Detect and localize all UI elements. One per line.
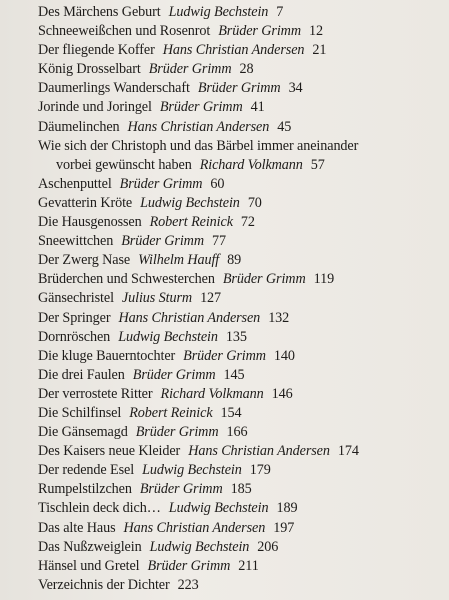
- toc-page-number: 41: [250, 99, 265, 116]
- toc-author: Brüder Grimm: [119, 175, 203, 192]
- toc-title: Das alte Haus: [38, 519, 116, 536]
- toc-entry: [38, 213, 443, 232]
- toc-title: Wie sich der Christoph und das Bärbel immer aneinander: [38, 137, 359, 154]
- toc-entry: [38, 366, 443, 385]
- toc-page-number: 34: [288, 80, 303, 97]
- toc-page-number: 89: [227, 252, 242, 269]
- toc-entry: [38, 557, 443, 576]
- toc-title: Daumerlings Wanderschaft: [38, 80, 190, 97]
- toc-page-number: 28: [239, 61, 254, 78]
- toc-page-number: 166: [226, 424, 248, 441]
- toc-author: Hans Christian Andersen: [162, 42, 305, 59]
- toc-author: Hans Christian Andersen: [118, 309, 261, 326]
- toc-entry: [38, 79, 443, 98]
- toc-entry: [38, 41, 443, 60]
- toc-entry: [38, 232, 443, 251]
- toc-author: Hans Christian Andersen: [127, 118, 270, 135]
- toc-page-number: 45: [277, 118, 292, 135]
- toc-page-number: 174: [337, 443, 359, 460]
- toc-title: Dornröschen: [38, 328, 111, 345]
- toc-author: Ludwig Bechstein: [168, 4, 269, 20]
- table-of-contents: [38, 3, 443, 595]
- toc-page-number: 223: [177, 576, 199, 593]
- toc-title: Das Nußzweiglein: [38, 538, 142, 555]
- toc-entry: [38, 385, 443, 404]
- toc-title: Hänsel und Gretel: [38, 557, 140, 574]
- toc-author: Brüder Grimm: [132, 366, 216, 383]
- toc-author: Brüder Grimm: [159, 99, 243, 116]
- toc-title: König Drosselbart: [38, 61, 141, 78]
- toc-entry: [38, 270, 443, 289]
- toc-entry: [38, 347, 443, 366]
- toc-author: Brüder Grimm: [135, 424, 219, 441]
- toc-page-number: 197: [273, 519, 295, 536]
- toc-title: Die Hausgenossen: [38, 214, 142, 231]
- toc-author: Brüder Grimm: [148, 61, 232, 78]
- toc-page-number: 145: [223, 366, 245, 383]
- toc-title: Schneeweißchen und Rosenrot: [38, 23, 211, 40]
- toc-page-number: 7: [276, 4, 284, 20]
- toc-page-number: 57: [310, 156, 325, 173]
- toc-author: Brüder Grimm: [197, 80, 281, 97]
- toc-title: Jorinde und Joringel: [38, 99, 152, 116]
- toc-entry: [38, 499, 443, 518]
- toc-title: Die Gänsemagd: [38, 424, 128, 441]
- toc-title: Die kluge Bauerntochter: [38, 347, 176, 364]
- toc-page-number: 146: [271, 385, 293, 402]
- toc-title: Des Märchens Geburt: [38, 4, 161, 20]
- toc-title: Gevatterin Kröte: [38, 194, 133, 211]
- toc-author: Ludwig Bechstein: [142, 462, 242, 479]
- toc-title: Des Kaisers neue Kleider: [38, 443, 181, 460]
- toc-entry: [38, 576, 443, 595]
- toc-entry: [38, 251, 443, 270]
- toc-entry: [38, 423, 443, 442]
- toc-title: Die Schilfinsel: [38, 404, 122, 421]
- toc-author: Brüder Grimm: [139, 481, 223, 498]
- toc-entry: [38, 60, 443, 79]
- toc-page-number: 154: [220, 404, 242, 421]
- toc-page-number: 12: [308, 23, 323, 40]
- toc-author: Richard Volkmann: [160, 385, 264, 402]
- toc-page-number: 135: [225, 328, 247, 345]
- toc-author: Hans Christian Andersen: [188, 443, 330, 460]
- toc-author: Ludwig Bechstein: [168, 500, 269, 517]
- toc-author: Brüder Grimm: [222, 271, 306, 288]
- toc-entry: [38, 175, 443, 194]
- toc-entry: [38, 461, 443, 480]
- toc-page-number: 72: [240, 214, 255, 231]
- toc-author: Julius Sturm: [121, 290, 193, 307]
- toc-title: Gänsechristel: [38, 290, 114, 307]
- toc-entry: [38, 404, 443, 423]
- toc-page-number: 60: [210, 175, 225, 192]
- toc-entry: [38, 22, 443, 41]
- toc-page-number: 206: [257, 538, 279, 555]
- toc-entry: [38, 194, 443, 213]
- toc-page-number: 132: [268, 309, 290, 326]
- toc-title: Der Zwerg Nase: [38, 252, 131, 269]
- toc-page-number: 77: [211, 233, 226, 250]
- toc-author: Ludwig Bechstein: [149, 538, 250, 555]
- toc-entry: [38, 98, 443, 117]
- toc-page-number: 211: [238, 557, 259, 574]
- toc-author: Ludwig Bechstein: [118, 328, 218, 345]
- toc-title: Der fliegende Koffer: [38, 42, 155, 59]
- toc-entry: [38, 309, 443, 328]
- toc-title: Verzeichnis der Dichter: [38, 576, 170, 593]
- toc-entry: [38, 118, 443, 137]
- toc-author: Hans Christian Andersen: [123, 519, 266, 536]
- toc-title: Der Springer: [38, 309, 111, 326]
- toc-author: Brüder Grimm: [147, 557, 231, 574]
- toc-page-number: 140: [273, 347, 295, 364]
- toc-title: Der redende Esel: [38, 462, 135, 479]
- toc-title-continuation: [38, 156, 443, 175]
- toc-entry: [38, 442, 443, 461]
- toc-title: Däumelinchen: [38, 118, 120, 135]
- toc-title: Die drei Faulen: [38, 366, 125, 383]
- toc-title: Rumpelstilzchen: [38, 481, 132, 498]
- toc-author: Robert Reinick: [129, 404, 213, 421]
- toc-author: Ludwig Bechstein: [140, 194, 240, 211]
- toc-title: vorbei gewünscht haben: [56, 156, 192, 173]
- toc-page-number: 189: [276, 500, 298, 517]
- toc-author: Richard Volkmann: [199, 156, 303, 173]
- toc-title: Sneewittchen: [38, 233, 114, 250]
- toc-author: Brüder Grimm: [121, 233, 204, 250]
- toc-title: Brüderchen und Schwesterchen: [38, 271, 215, 288]
- toc-author: Brüder Grimm: [183, 347, 266, 364]
- toc-page-number: 70: [247, 194, 262, 211]
- toc-title: Tischlein deck dich…: [38, 500, 161, 517]
- toc-entry: [38, 289, 443, 308]
- toc-entry: [38, 3, 443, 22]
- toc-title: Aschenputtel: [38, 175, 112, 192]
- toc-page-number: 127: [200, 290, 222, 307]
- toc-page-number: 185: [230, 481, 252, 498]
- toc-page-number: 179: [249, 462, 271, 479]
- toc-author: Wilhelm Hauff: [138, 252, 220, 269]
- toc-entry: [38, 519, 443, 538]
- toc-page-number: 119: [313, 271, 335, 288]
- toc-page-number: 21: [312, 42, 327, 59]
- toc-author: Brüder Grimm: [218, 23, 301, 40]
- toc-entry: [38, 480, 443, 499]
- toc-entry: [38, 328, 443, 347]
- toc-author: Robert Reinick: [149, 214, 233, 231]
- toc-entry: [38, 137, 443, 175]
- toc-title: Der verrostete Ritter: [38, 385, 153, 402]
- toc-entry: [38, 538, 443, 557]
